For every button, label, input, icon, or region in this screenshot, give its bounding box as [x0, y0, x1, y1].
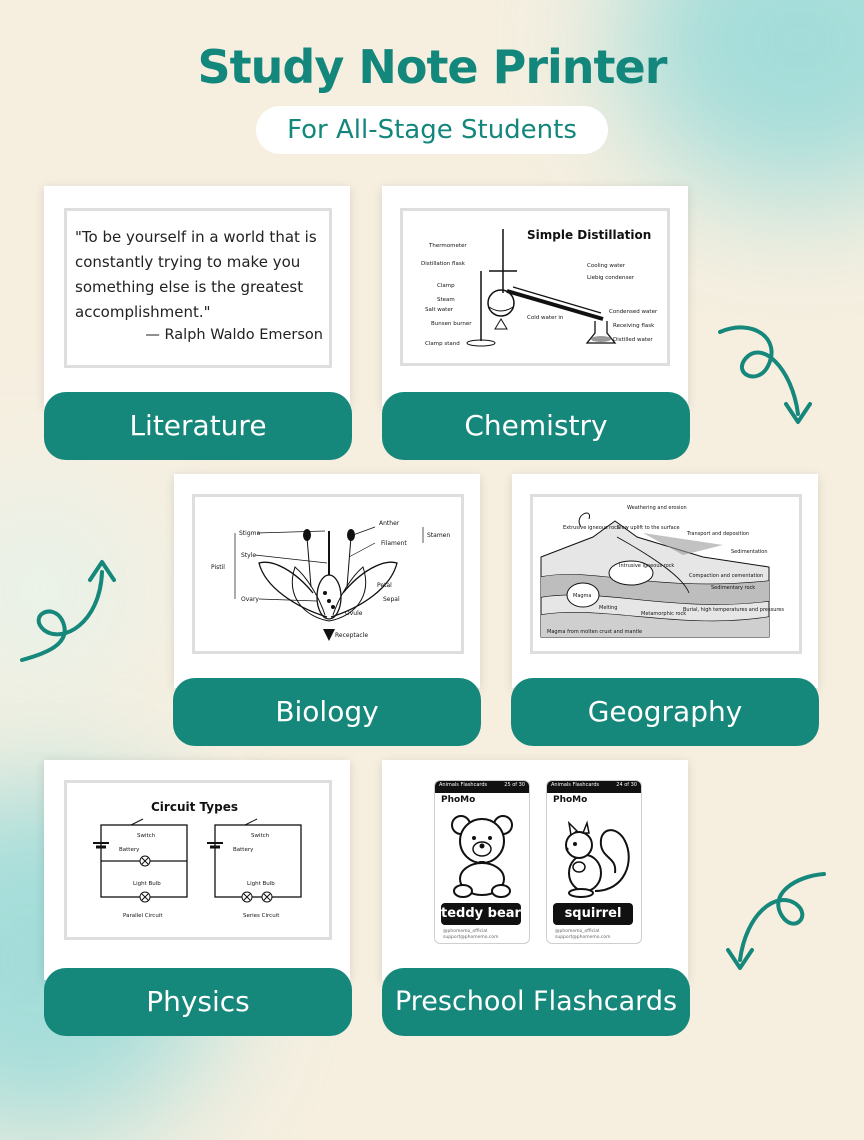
flashcard-email: support@phomemo.com	[555, 935, 611, 940]
geo-label: Magma	[573, 593, 592, 599]
circuit-label: Battery	[119, 847, 140, 853]
chem-label: Thermometer	[429, 243, 467, 249]
bio-label: Filament	[381, 540, 407, 547]
card-physics	[44, 760, 350, 980]
circuit-label: Switch	[251, 833, 270, 839]
flashcard-count: 25 of 30	[504, 782, 525, 788]
rock-cycle-diagram	[530, 494, 802, 654]
label-literature[interactable]: Literature	[44, 392, 352, 460]
curly-arrow-icon	[716, 864, 836, 984]
quote-text: "To be yourself in a world that is constantly trying to make you something else is the greatest accomplishment."	[75, 228, 317, 321]
curly-arrow-icon	[14, 554, 134, 674]
chem-label: Bunsen burner	[431, 321, 472, 327]
bio-label: Petal	[377, 582, 392, 589]
chem-label: Steam	[437, 297, 455, 303]
chem-label: Cold water in	[527, 315, 564, 321]
chem-label: Receiving flask	[613, 323, 655, 329]
chem-label: Distillation flask	[421, 261, 465, 267]
flashcard	[434, 780, 530, 944]
flashcard-social: @phomemo_official	[555, 929, 600, 934]
label-chemistry[interactable]: Chemistry	[382, 392, 690, 460]
bio-label: Stamen	[427, 532, 451, 539]
geo-label: Sedimentation	[731, 549, 768, 555]
geo-label: Intrusive igneous rock	[619, 563, 675, 569]
subtitle-pill: For All-Stage Students	[256, 106, 608, 154]
label-biology[interactable]: Biology	[173, 678, 481, 746]
diagram-title: Circuit Types	[151, 800, 238, 814]
circuit-label: Parallel Circuit	[123, 913, 163, 919]
geo-label: Magma from molten crust and mantle	[547, 629, 643, 635]
flashcard-email: support@phomemo.com	[443, 935, 499, 940]
curly-arrow-icon	[712, 318, 832, 438]
circuit-label: Switch	[137, 833, 156, 839]
card-geography	[512, 474, 818, 688]
bio-label: Pistil	[211, 564, 225, 571]
chem-label: Condensed water	[609, 309, 658, 315]
background-glow-top-right	[620, 0, 864, 200]
bio-label: Style	[241, 552, 257, 559]
circuit-diagram	[64, 780, 332, 940]
diagram-title: Simple Distillation	[527, 228, 652, 242]
card-preschool-flashcards	[382, 760, 688, 980]
bio-label: Sepal	[383, 596, 400, 603]
chem-label: Distilled water	[613, 337, 653, 343]
card-chemistry	[382, 186, 688, 406]
chem-label: Salt water	[425, 307, 453, 313]
flashcard	[546, 780, 642, 944]
brand-logo: PhoMo	[553, 795, 588, 805]
card-biology	[174, 474, 480, 688]
squirrel-icon	[555, 811, 633, 899]
flashcard-header: Animals Flashcards	[439, 782, 488, 788]
distillation-diagram	[400, 208, 670, 366]
geo-label: Metamorphic rock	[641, 611, 687, 617]
chem-label: Clamp	[437, 283, 455, 289]
quote-panel	[64, 208, 332, 368]
quote-author: — Ralph Waldo Emerson	[145, 327, 323, 343]
circuit-label: Light Bulb	[247, 881, 275, 887]
geo-label: Sedimentary rock	[711, 585, 756, 591]
label-geography[interactable]: Geography	[511, 678, 819, 746]
card-literature	[44, 186, 350, 406]
brand-logo: PhoMo	[441, 795, 476, 805]
chem-label: Cooling water	[587, 263, 626, 269]
flower-diagram	[192, 494, 464, 654]
flashcard-header: Animals Flashcards	[551, 782, 600, 788]
circuit-label: Battery	[233, 847, 254, 853]
geo-label: Melting	[599, 605, 618, 611]
bio-label: Ovule	[345, 610, 363, 617]
bio-label: Receptacle	[335, 632, 369, 639]
flashcard-social: @phomemo_official	[443, 929, 488, 934]
bio-label: Anther	[379, 520, 400, 527]
flashcard-word: teddy bear	[441, 903, 521, 925]
circuit-label: Light Bulb	[133, 881, 161, 887]
chem-label: Clamp stand	[425, 341, 460, 347]
geo-label: Transport and deposition	[687, 531, 750, 537]
flashcard-count: 24 of 30	[616, 782, 637, 788]
chem-label: Liebig condenser	[587, 275, 634, 281]
geo-label: Slow uplift to the surface	[617, 525, 680, 531]
label-physics[interactable]: Physics	[44, 968, 352, 1036]
circuit-label: Series Circuit	[243, 913, 280, 919]
geo-label: Extrusive igneous rock	[563, 525, 620, 531]
geo-label: Burial, high temperatures and pressures	[683, 607, 784, 613]
geo-label: Compaction and cementation	[689, 573, 764, 579]
page-title: Study Note Printer	[197, 40, 667, 94]
bio-label: Ovary	[241, 596, 259, 603]
bio-label: Stigma	[239, 530, 261, 537]
flashcard-word: squirrel	[553, 903, 633, 925]
geo-label: Weathering and erosion	[627, 505, 687, 511]
teddy-bear-icon	[445, 811, 519, 899]
label-preschool-flashcards[interactable]: Preschool Flashcards	[382, 968, 690, 1036]
